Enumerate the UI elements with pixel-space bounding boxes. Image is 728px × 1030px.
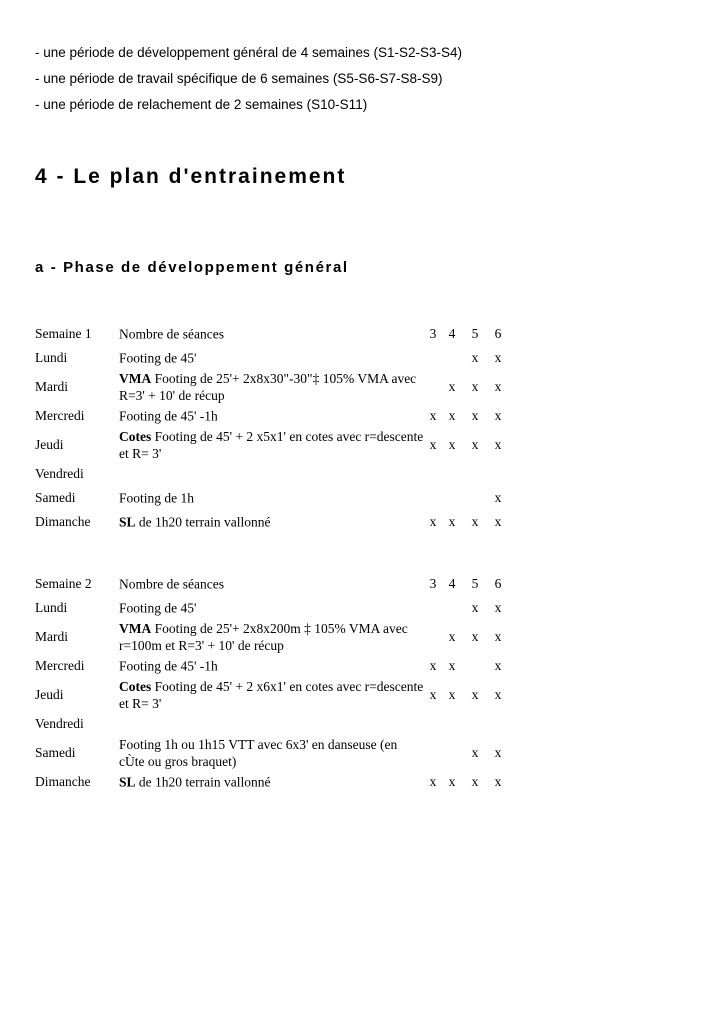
- session-mark: x: [429, 437, 437, 452]
- workout-type: SL: [119, 514, 136, 530]
- session-mark: x: [448, 437, 456, 452]
- session-count: 5: [471, 576, 479, 591]
- intro-periods: [35, 40, 462, 118]
- session-mark: x: [448, 408, 456, 423]
- day-row: [35, 678, 515, 712]
- session-mark: x: [429, 687, 437, 702]
- day-name: Jeudi: [35, 437, 64, 452]
- workout-description: VMA Footing de 25'+ 2x8x200m ‡ 105% VMA avec r=100m et R=3' + 10' de récup: [119, 621, 408, 653]
- workout-description: Cotes Footing de 45' + 2 x6x1' en cotes avec r=descente et R= 3': [119, 679, 424, 711]
- workout-description: Footing de 45' -1h: [119, 408, 218, 424]
- day-name: Samedi: [35, 490, 76, 505]
- day-name: Mardi: [35, 629, 68, 644]
- day-row: [35, 370, 515, 404]
- session-mark: x: [494, 629, 502, 644]
- session-mark: x: [448, 687, 456, 702]
- day-row: [35, 620, 515, 654]
- session-mark: x: [448, 629, 456, 644]
- session-mark: x: [471, 408, 479, 423]
- workout-description: Footing de 45': [119, 600, 197, 616]
- session-count: 4: [448, 326, 456, 341]
- session-count: 5: [471, 326, 479, 341]
- workout-type: VMA: [119, 371, 152, 386]
- session-mark: x: [429, 408, 437, 423]
- session-mark: x: [494, 658, 502, 673]
- session-mark: x: [471, 774, 479, 789]
- session-count: 3: [429, 576, 437, 591]
- day-name: Mercredi: [35, 658, 85, 673]
- sessions-label: Nombre de séances: [119, 576, 224, 592]
- day-row: [35, 654, 515, 678]
- session-mark: x: [429, 774, 437, 789]
- workout-description: SL de 1h20 terrain vallonné: [119, 774, 271, 790]
- session-mark: x: [471, 437, 479, 452]
- session-mark: x: [429, 658, 437, 673]
- day-row: [35, 404, 515, 428]
- session-count: 6: [494, 576, 502, 591]
- workout-type: SL: [119, 774, 136, 790]
- session-mark: x: [448, 379, 456, 394]
- workout-type: Cotes: [119, 429, 152, 444]
- day-name: Dimanche: [35, 514, 91, 529]
- session-mark: x: [494, 379, 502, 394]
- day-row: [35, 428, 515, 462]
- day-name: Mardi: [35, 379, 68, 394]
- session-mark: x: [448, 514, 456, 529]
- session-mark: x: [471, 350, 479, 365]
- day-name: Vendredi: [35, 466, 84, 481]
- session-mark: x: [494, 514, 502, 529]
- session-mark: x: [494, 490, 502, 505]
- session-mark: x: [471, 629, 479, 644]
- day-name: Mercredi: [35, 408, 85, 423]
- session-mark: x: [448, 774, 456, 789]
- day-row: [35, 596, 515, 620]
- workout-description: Footing de 1h: [119, 490, 195, 506]
- workout-description: Footing 1h ou 1h15 VTT avec 6x3' en danseuse (en cÙte ou gros braquet): [119, 737, 398, 769]
- week-label: Semaine 1: [35, 326, 92, 341]
- day-name: Vendredi: [35, 716, 84, 731]
- day-name: Samedi: [35, 745, 76, 760]
- day-name: Dimanche: [35, 774, 91, 789]
- workout-type: Cotes: [119, 679, 152, 694]
- session-mark: x: [471, 745, 479, 760]
- session-count: 4: [448, 576, 456, 591]
- session-mark: x: [494, 437, 502, 452]
- session-mark: x: [494, 774, 502, 789]
- session-mark: x: [471, 514, 479, 529]
- session-mark: x: [471, 600, 479, 615]
- session-mark: x: [471, 687, 479, 702]
- intro-line: - une période de travail spécifique de 6 semaines (S5-S6-S7-S8-S9): [35, 71, 443, 86]
- workout-type: VMA: [119, 621, 152, 636]
- day-row: [35, 462, 515, 486]
- day-row: [35, 346, 515, 370]
- session-count: 6: [494, 326, 502, 341]
- workout-description: SL de 1h20 terrain vallonné: [119, 514, 271, 530]
- session-mark: x: [494, 600, 502, 615]
- day-row: [35, 736, 515, 770]
- week-table: [35, 322, 515, 534]
- day-row: [35, 510, 515, 534]
- intro-line: - une période de développement général de 4 semaines (S1-S2-S3-S4): [35, 45, 463, 60]
- session-mark: x: [494, 408, 502, 423]
- workout-description: Footing de 45': [119, 350, 197, 366]
- day-name: Lundi: [35, 350, 68, 365]
- session-mark: x: [448, 658, 456, 673]
- intro-line: - une période de relachement de 2 semaines (S10-S11): [35, 97, 368, 112]
- sessions-label: Nombre de séances: [119, 326, 224, 342]
- day-row: [35, 486, 515, 510]
- session-mark: x: [494, 745, 502, 760]
- session-mark: x: [429, 514, 437, 529]
- session-count: 3: [429, 326, 437, 341]
- subsection-title: a - Phase de développement général: [35, 259, 349, 276]
- week-header-row: [35, 322, 515, 346]
- day-name: Jeudi: [35, 687, 64, 702]
- day-row: [35, 770, 515, 794]
- week-table: [35, 572, 515, 794]
- week-header-row: [35, 572, 515, 596]
- session-mark: x: [471, 379, 479, 394]
- session-mark: x: [494, 350, 502, 365]
- week-label: Semaine 2: [35, 576, 92, 591]
- section-title: 4 - Le plan d'entrainement: [35, 165, 347, 188]
- session-mark: x: [494, 687, 502, 702]
- workout-description: Footing de 45' -1h: [119, 658, 218, 674]
- day-name: Lundi: [35, 600, 68, 615]
- workout-description: Cotes Footing de 45' + 2 x5x1' en cotes avec r=descente et R= 3': [119, 429, 424, 461]
- workout-description: VMA Footing de 25'+ 2x8x30"-30"‡ 105% VMA avec R=3' + 10' de récup: [119, 371, 417, 403]
- day-row: [35, 712, 515, 736]
